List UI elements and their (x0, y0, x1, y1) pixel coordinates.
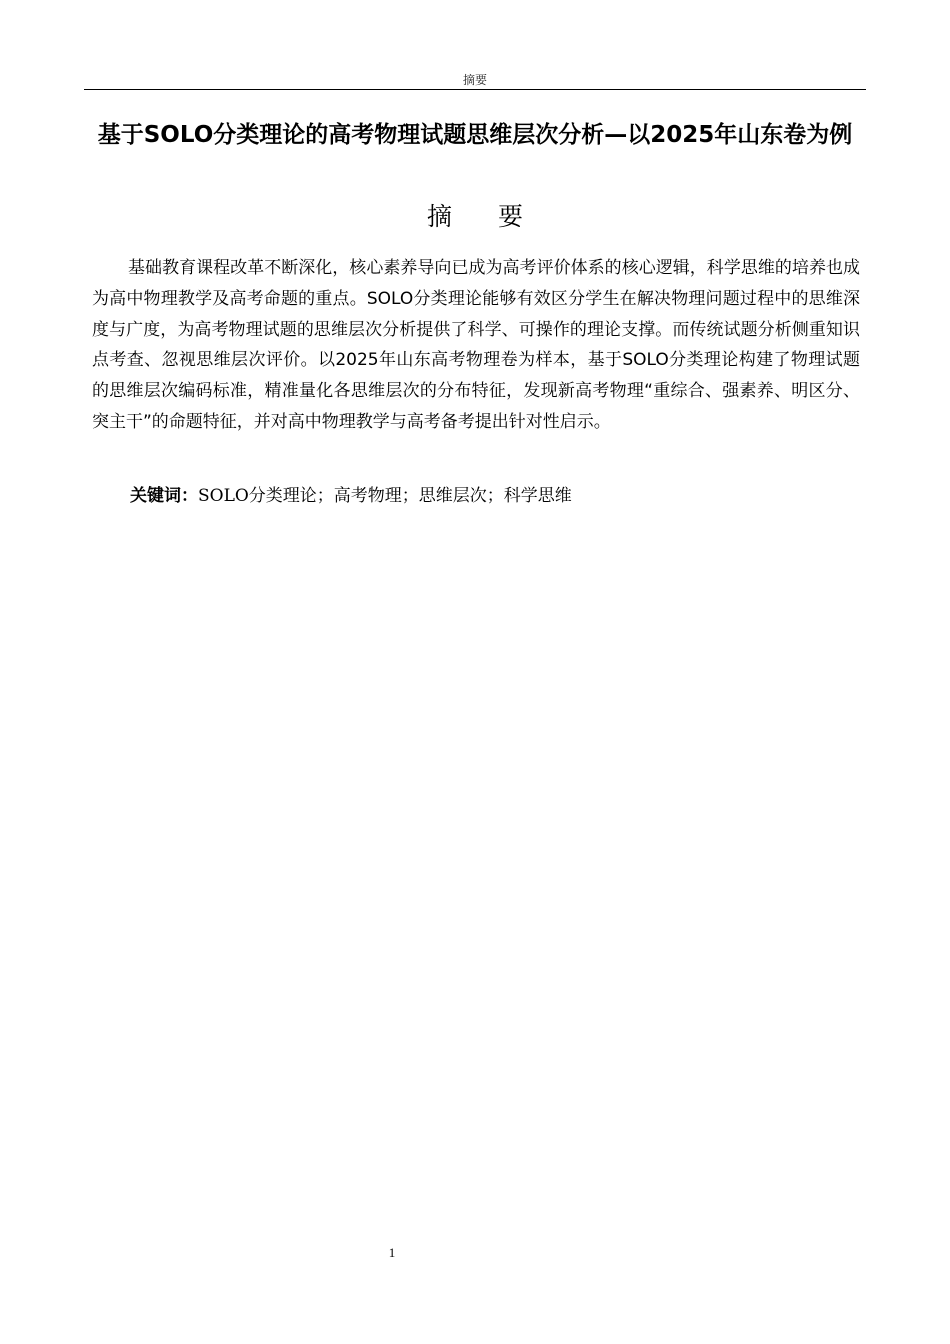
keywords-line (130, 481, 860, 511)
keywords-label: 关键词： (130, 486, 198, 506)
page-number: 1 (388, 1245, 396, 1260)
abstract-heading-left: 摘 (426, 202, 452, 231)
abstract-body: 基础教育课程改革不断深化，核心素养导向已成为高考评价体系的核心逻辑，科学思维的培养也成为高中物理教学及高考命题的重点。SOLO分类理论能够有效区分学生在解决物理问题过程中的思维深度与广度，为高考物理试题的思维层次分析提供了科学、可操作的理论支撑。而传统试题分析侧重知识点考查、忽视思维层次评价。以2025年山东高考物理卷为样本，基于SOLO分类理论构建了物理试题的思维层次编码标准，精准量化各思维层次的分布特征，发现新高考物理“重综合、强素养、明区分、突主干”的命题特征，并对高中物理教学与高考备考提出针对性启示。 (92, 258, 860, 432)
keywords-values: SOLO分类理论；高考物理；思维层次；科学思维 (198, 486, 572, 506)
abstract-heading-right: 要 (498, 202, 524, 231)
abstract-heading (84, 200, 866, 234)
running-header: 摘要 (462, 73, 487, 87)
header-rule (84, 89, 866, 90)
document-title: 基于SOLO分类理论的高考物理试题思维层次分析—以2025年山东卷为例 (97, 122, 853, 148)
